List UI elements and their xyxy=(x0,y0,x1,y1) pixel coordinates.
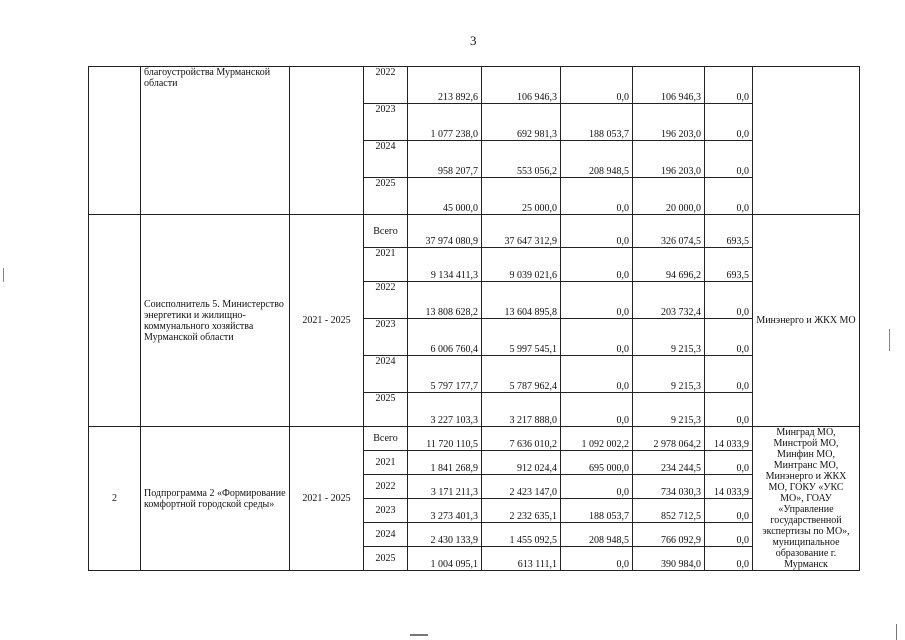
year-cell: 2021 xyxy=(364,248,408,282)
amount-cell-c2: 912 024,4 xyxy=(482,451,561,475)
amount-cell-c2: 106 946,3 xyxy=(482,67,561,104)
amount-cell-c2: 3 217 888,0 xyxy=(482,393,561,427)
year-cell: 2022 xyxy=(364,67,408,104)
amount-cell-c3: 208 948,5 xyxy=(561,141,633,178)
year-cell: 2022 xyxy=(364,475,408,499)
amount-cell-c4: 234 244,5 xyxy=(633,451,705,475)
budget-table xyxy=(88,66,860,571)
amount-cell-c3: 0,0 xyxy=(561,393,633,427)
amount-cell-c2: 37 647 312,9 xyxy=(482,215,561,248)
year-cell: 2023 xyxy=(364,319,408,356)
amount-cell-c4: 2 978 064,2 xyxy=(633,427,705,451)
year-cell: 2023 xyxy=(364,499,408,523)
program-name-cell: Соисполнитель 5. Министерство энергетики и жилищно-коммунального хозяйства Мурманской области xyxy=(141,215,290,427)
year-cell: 2025 xyxy=(364,178,408,215)
amount-cell-c4: 196 203,0 xyxy=(633,104,705,141)
amount-cell-c1: 1 841 268,9 xyxy=(408,451,482,475)
amount-cell-c5: 693,5 xyxy=(705,215,753,248)
row-number-cell xyxy=(89,215,141,427)
amount-cell-c2: 25 000,0 xyxy=(482,178,561,215)
amount-cell-c3: 1 092 002,2 xyxy=(561,427,633,451)
amount-cell-c3: 0,0 xyxy=(561,178,633,215)
amount-cell-c3: 0,0 xyxy=(561,67,633,104)
amount-cell-c2: 7 636 010,2 xyxy=(482,427,561,451)
amount-cell-c2: 13 604 895,8 xyxy=(482,282,561,319)
amount-cell-c1: 11 720 110,5 xyxy=(408,427,482,451)
amount-cell-c2: 5 787 962,4 xyxy=(482,356,561,393)
year-cell: 2021 xyxy=(364,451,408,475)
amount-cell-c5: 693,5 xyxy=(705,248,753,282)
amount-cell-c1: 37 974 080,9 xyxy=(408,215,482,248)
amount-cell-c5: 0,0 xyxy=(705,319,753,356)
amount-cell-c3: 188 053,7 xyxy=(561,499,633,523)
amount-cell-c5: 0,0 xyxy=(705,141,753,178)
amount-cell-c5: 14 033,9 xyxy=(705,427,753,451)
amount-cell-c1: 3 273 401,3 xyxy=(408,499,482,523)
amount-cell-c5: 14 033,9 xyxy=(705,475,753,499)
amount-cell-c5: 0,0 xyxy=(705,356,753,393)
amount-cell-c5: 0,0 xyxy=(705,393,753,427)
amount-cell-c5: 0,0 xyxy=(705,451,753,475)
amount-cell-c4: 196 203,0 xyxy=(633,141,705,178)
scan-artifact xyxy=(896,624,897,640)
amount-cell-c2: 692 981,3 xyxy=(482,104,561,141)
amount-cell-c1: 3 171 211,3 xyxy=(408,475,482,499)
year-cell: 2024 xyxy=(364,141,408,178)
year-cell: 2025 xyxy=(364,547,408,571)
amount-cell-c4: 20 000,0 xyxy=(633,178,705,215)
executor-cell xyxy=(753,67,860,215)
amount-cell-c2: 2 423 147,0 xyxy=(482,475,561,499)
amount-cell-c1: 1 004 095,1 xyxy=(408,547,482,571)
amount-cell-c4: 852 712,5 xyxy=(633,499,705,523)
program-name-cell: благоустройства Мурманской области xyxy=(141,67,290,215)
amount-cell-c3: 0,0 xyxy=(561,248,633,282)
amount-cell-c4: 734 030,3 xyxy=(633,475,705,499)
table-row xyxy=(89,67,860,104)
amount-cell-c2: 9 039 021,6 xyxy=(482,248,561,282)
amount-cell-c3: 695 000,0 xyxy=(561,451,633,475)
table-row xyxy=(89,215,860,248)
period-cell: 2021 - 2025 xyxy=(290,427,364,571)
period-cell: 2021 - 2025 xyxy=(290,215,364,427)
amount-cell-c4: 9 215,3 xyxy=(633,393,705,427)
year-cell: 2024 xyxy=(364,523,408,547)
amount-cell-c3: 208 948,5 xyxy=(561,523,633,547)
amount-cell-c1: 5 797 177,7 xyxy=(408,356,482,393)
amount-cell-c4: 9 215,3 xyxy=(633,319,705,356)
amount-cell-c4: 94 696,2 xyxy=(633,248,705,282)
amount-cell-c4: 326 074,5 xyxy=(633,215,705,248)
amount-cell-c5: 0,0 xyxy=(705,499,753,523)
amount-cell-c3: 0,0 xyxy=(561,215,633,248)
year-cell: 2025 xyxy=(364,393,408,427)
row-number-cell xyxy=(89,67,141,215)
row-number-cell: 2 xyxy=(89,427,141,571)
amount-cell-c4: 766 092,9 xyxy=(633,523,705,547)
amount-cell-c5: 0,0 xyxy=(705,523,753,547)
amount-cell-c3: 0,0 xyxy=(561,282,633,319)
amount-cell-c3: 188 053,7 xyxy=(561,104,633,141)
amount-cell-c5: 0,0 xyxy=(705,67,753,104)
amount-cell-c1: 13 808 628,2 xyxy=(408,282,482,319)
amount-cell-c3: 0,0 xyxy=(561,547,633,571)
amount-cell-c1: 6 006 760,4 xyxy=(408,319,482,356)
amount-cell-c4: 106 946,3 xyxy=(633,67,705,104)
executor-cell: Минград МО, Минстрой МО, Минфин МО, Минтранс МО, Минэнерго и ЖКХ МО, ГОКУ «УКС МО», ГОАУ «Управление государственной экспертизы по МО», муниципальное образование г. Мурманск xyxy=(753,427,860,571)
amount-cell-c5: 0,0 xyxy=(705,547,753,571)
amount-cell-c2: 613 111,1 xyxy=(482,547,561,571)
amount-cell-c2: 1 455 092,5 xyxy=(482,523,561,547)
year-cell: 2023 xyxy=(364,104,408,141)
amount-cell-c1: 958 207,7 xyxy=(408,141,482,178)
executor-cell: Минэнерго и ЖКХ МО xyxy=(753,215,860,427)
scan-artifact xyxy=(889,329,890,351)
amount-cell-c1: 2 430 133,9 xyxy=(408,523,482,547)
year-cell: Всего xyxy=(364,215,408,248)
amount-cell-c2: 553 056,2 xyxy=(482,141,561,178)
amount-cell-c4: 203 732,4 xyxy=(633,282,705,319)
amount-cell-c1: 213 892,6 xyxy=(408,67,482,104)
amount-cell-c5: 0,0 xyxy=(705,282,753,319)
program-name-cell: Подпрограмма 2 «Формирование комфортной городской среды» xyxy=(141,427,290,571)
year-cell: 2024 xyxy=(364,356,408,393)
amount-cell-c2: 2 232 635,1 xyxy=(482,499,561,523)
amount-cell-c1: 3 227 103,3 xyxy=(408,393,482,427)
amount-cell-c1: 1 077 238,0 xyxy=(408,104,482,141)
page-number: 3 xyxy=(470,33,477,48)
scan-artifact xyxy=(410,634,428,636)
table-row xyxy=(89,427,860,451)
amount-cell-c5: 0,0 xyxy=(705,178,753,215)
year-cell: 2022 xyxy=(364,282,408,319)
period-cell xyxy=(290,67,364,215)
amount-cell-c3: 0,0 xyxy=(561,475,633,499)
amount-cell-c3: 0,0 xyxy=(561,356,633,393)
amount-cell-c5: 0,0 xyxy=(705,104,753,141)
amount-cell-c2: 5 997 545,1 xyxy=(482,319,561,356)
scan-artifact xyxy=(3,268,4,282)
amount-cell-c4: 9 215,3 xyxy=(633,356,705,393)
amount-cell-c4: 390 984,0 xyxy=(633,547,705,571)
year-cell: Всего xyxy=(364,427,408,451)
amount-cell-c1: 45 000,0 xyxy=(408,178,482,215)
amount-cell-c1: 9 134 411,3 xyxy=(408,248,482,282)
amount-cell-c3: 0,0 xyxy=(561,319,633,356)
